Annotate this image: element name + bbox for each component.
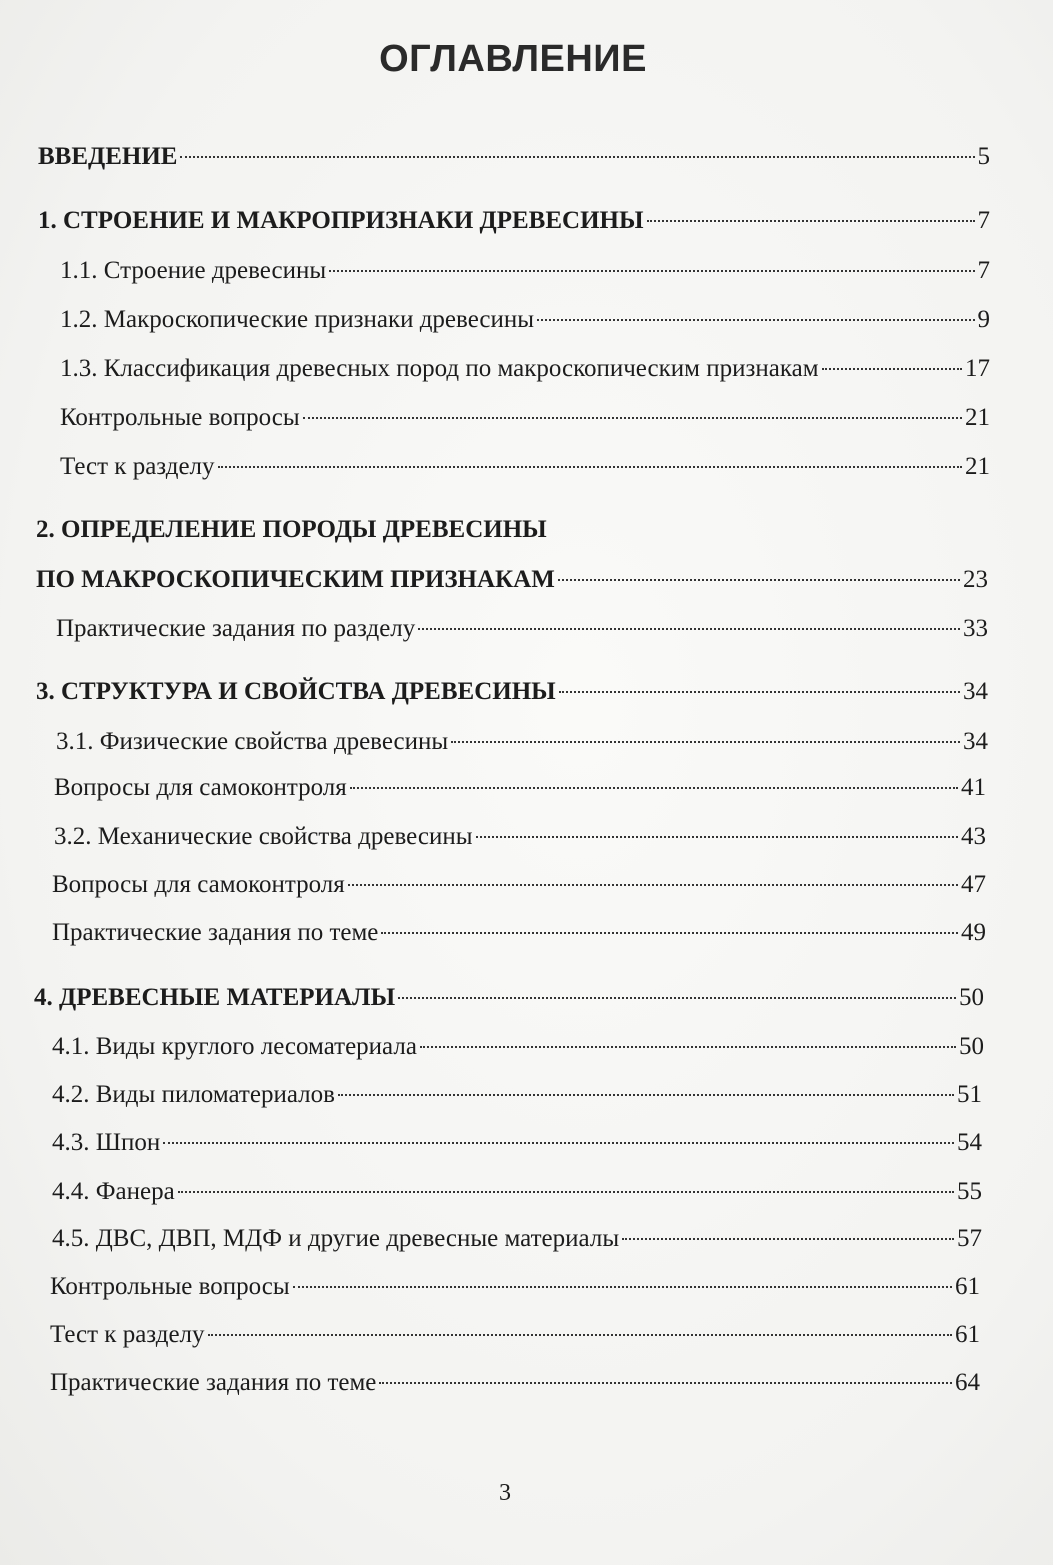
page-title: ОГЛАВЛЕНИЕ [379,38,647,80]
toc-entry-label: 1. СТРОЕНИЕ И МАКРОПРИЗНАКИ ДРЕВЕСИНЫ [38,207,644,234]
toc-entry-label: Вопросы для самоконтроля [54,774,347,801]
toc-entry-page: 21 [965,404,990,431]
toc-entry-label: 3.1. Физические свойства древесины [56,728,449,755]
toc-entry-label: 1.1. Строение древесины [60,257,327,284]
toc-entry-label: Контрольные вопросы [60,404,300,431]
toc-entry-page: 51 [957,1081,982,1108]
dot-leader [303,417,962,419]
dot-leader [559,691,960,693]
toc-entry-practice-3[interactable] [52,918,986,948]
toc-entry-practice-4[interactable] [50,1368,980,1398]
page-number: 3 [499,1480,511,1506]
toc-entry-label: Практические задания по разделу [56,615,416,642]
toc-entry-page: 9 [977,306,990,333]
toc-entry-test-4[interactable] [50,1320,980,1350]
toc-entry-page: 61 [955,1273,980,1300]
toc-entry-section-4-3[interactable] [52,1128,982,1158]
toc-entry-label: 1.3. Классификация древесных пород по макроскопическим признакам [60,355,819,382]
toc-entry-page: 54 [957,1129,982,1156]
dot-leader [822,368,962,370]
toc-entry-section-1-2[interactable] [60,305,990,335]
toc-entry-label: Тест к разделу [50,1321,205,1348]
dot-leader [338,1094,954,1096]
toc-entry-page: 47 [961,871,986,898]
toc-entry-chapter-4[interactable] [34,983,984,1013]
toc-entry-label: 3. СТРУКТУРА И СВОЙСТВА ДРЕВЕСИНЫ [36,678,556,705]
toc-entry-page: 61 [955,1321,980,1348]
dot-leader [293,1286,952,1288]
toc-entry-chapter-2-line-1[interactable]: 2. ОПРЕДЕЛЕНИЕ ПОРОДЫ ДРЕВЕСИНЫ [36,516,547,543]
toc-entry-test-1[interactable] [60,452,990,482]
toc-entry-chapter-2[interactable] [36,565,988,595]
toc-entry-page: 17 [965,355,990,382]
toc-entry-page: 55 [957,1178,982,1205]
toc-entry-section-4-1[interactable] [52,1032,984,1062]
toc-entry-chapter-1[interactable] [38,206,990,236]
dot-leader [558,579,960,581]
toc-entry-control-questions-1[interactable] [60,403,990,433]
toc-entry-section-4-5[interactable] [52,1224,982,1254]
dot-leader [451,741,960,743]
dot-leader [420,1046,956,1048]
toc-entry-label: 1.2. Макроскопические признаки древесины [60,306,535,333]
toc-entry-self-control-2[interactable] [52,870,986,900]
dot-leader [208,1334,952,1336]
toc-entry-label: 4.4. Фанера [52,1178,175,1205]
toc-entry-label: Контрольные вопросы [50,1273,290,1300]
dot-leader [329,270,974,272]
toc-entry-section-3-1[interactable] [56,727,988,757]
toc-entry-page: 41 [961,774,986,801]
dot-leader [348,884,958,886]
toc-entry-page: 5 [977,143,990,170]
toc-entry-page: 64 [955,1369,980,1396]
toc-entry-label: 4. ДРЕВЕСНЫЕ МАТЕРИАЛЫ [34,984,396,1011]
dot-leader [350,787,958,789]
dot-leader [476,836,959,838]
toc-entry-label: 3.2. Механические свойства древесины [54,823,473,850]
toc-entry-section-4-4[interactable] [52,1177,982,1207]
toc-entry-label: Вопросы для самоконтроля [52,871,345,898]
toc-entry-section-3-2[interactable] [54,822,986,852]
dot-leader [622,1238,954,1240]
dot-leader [379,1382,952,1384]
toc-entry-page: 43 [961,823,986,850]
toc-entry-label: ПО МАКРОСКОПИЧЕСКИМ ПРИЗНАКАМ [36,566,555,593]
toc-entry-section-4-2[interactable] [52,1080,982,1110]
toc-entry-chapter-3[interactable] [36,677,988,707]
toc-entry-page: 33 [963,615,988,642]
toc-entry-page: 50 [959,1033,984,1060]
dot-leader [163,1142,954,1144]
toc-entry-label: ВВЕДЕНИЕ [38,143,178,170]
toc-entry-label: 4.3. Шпон [52,1129,161,1156]
toc-entry-page: 34 [963,678,988,705]
toc-entry-label: Тест к разделу [60,453,215,480]
toc-entry-self-control-1[interactable] [54,773,986,803]
toc-entry-page: 23 [963,566,988,593]
dot-leader [218,466,962,468]
toc-entry-page: 21 [965,453,990,480]
toc-entry-label: 4.5. ДВС, ДВП, МДФ и другие древесные материалы [52,1225,620,1252]
toc-entry-section-1-3[interactable] [60,354,990,384]
dot-leader [381,932,958,934]
toc-entry-page: 7 [977,207,990,234]
toc-entry-label: Практические задания по теме [50,1369,377,1396]
toc-entry-label: Практические задания по теме [52,919,379,946]
toc-entry-control-questions-4[interactable] [50,1272,980,1302]
dot-leader [180,156,974,158]
toc-entry-page: 49 [961,919,986,946]
dot-leader [418,628,960,630]
toc-entry-page: 50 [959,984,984,1011]
dot-leader [178,1191,954,1193]
toc-entry-introduction[interactable] [38,142,990,172]
dot-leader [647,220,975,222]
toc-entry-practice-2[interactable] [56,614,988,644]
dot-leader [537,319,974,321]
toc-entry-section-1-1[interactable] [60,256,990,286]
toc-entry-page: 7 [977,257,990,284]
dot-leader [398,997,956,999]
toc-entry-page: 34 [963,728,988,755]
toc-entry-label: 4.1. Виды круглого лесоматериала [52,1033,417,1060]
toc-entry-page: 57 [957,1225,982,1252]
toc-entry-label: 4.2. Виды пиломатериалов [52,1081,335,1108]
